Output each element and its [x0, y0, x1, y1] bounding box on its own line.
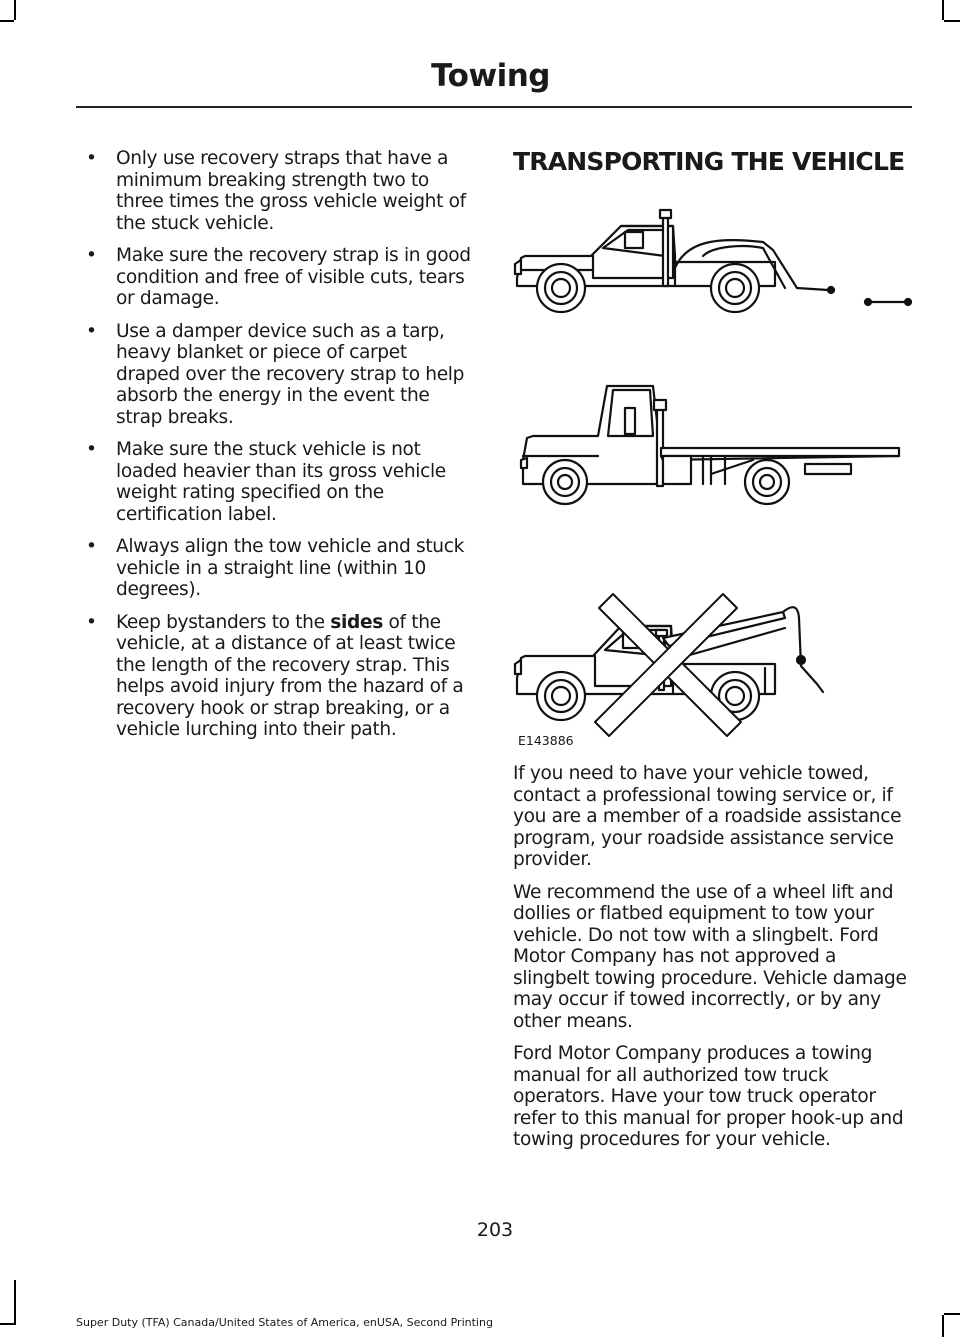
right-column: [513, 148, 913, 176]
paragraph: We recommend the use of a wheel lift and dollies or flatbed equipment to tow your vehicle. Do not tow with a slingbelt. Ford Motor Company has not approved a slingbelt towing procedure. Vehicle damage may occur if towed incorrectly, or by any other means.: [513, 881, 907, 1032]
section-title: TRANSPORTING THE VEHICLE: [513, 147, 905, 176]
list-item: • Make sure the stuck vehicle is not loaded heavier than its gross vehicle weight rating specified on the certification label.: [86, 439, 446, 525]
crop-mark: [0, 20, 14, 22]
transport-instructions: [513, 763, 913, 1162]
paragraph: Ford Motor Company produces a towing manual for all authorized tow truck operators. Have your tow truck operator refer to this manual for proper hook-up and towing procedures for your vehicle.: [513, 1043, 904, 1150]
towing-methods-figure: [513, 198, 913, 753]
bullet-icon: •: [86, 536, 97, 557]
crop-mark: [0, 1323, 14, 1325]
recovery-tips-list: [76, 148, 476, 741]
wheel-lift-truck-icon: [515, 210, 911, 312]
left-column: [76, 148, 476, 752]
list-item: • Use a damper device such as a tarp, heavy blanket or piece of carpet draped over the recovery strap to help absorb the energy in the event the strap breaks.: [86, 320, 465, 428]
bullet-icon: •: [86, 611, 97, 633]
crop-mark: [942, 1315, 944, 1337]
figure-code: E143886: [518, 733, 574, 748]
emphasis-text: sides: [330, 611, 383, 633]
list-item: • Always align the tow vehicle and stuck vehicle in a straight line (within 10 degrees).: [86, 536, 464, 600]
bullet-icon: •: [86, 320, 97, 342]
crop-mark: [944, 20, 960, 22]
flatbed-truck-icon: [521, 386, 899, 504]
bullet-icon: •: [86, 439, 97, 460]
crop-mark: [14, 1280, 16, 1325]
crop-mark: [944, 1313, 960, 1315]
header-divider: [76, 106, 912, 108]
footer-text: Super Duty (TFA) Canada/United States of America, enUSA, Second Printing: [76, 1316, 493, 1329]
paragraph: If you need to have your vehicle towed, contact a professional towing service or, if you are a member of a roadside assistance program, your roadside assistance service provider.: [513, 763, 902, 870]
bullet-icon: •: [86, 245, 97, 266]
bullet-icon: •: [86, 148, 97, 169]
page-number: 203: [476, 1219, 514, 1241]
page-title: Towing: [431, 58, 550, 94]
crop-mark: [14, 0, 16, 20]
list-item: • Make sure the recovery strap is in good condition and free of visible cuts, tears or damage.: [86, 245, 471, 309]
list-item: • Only use recovery straps that have a minimum breaking strength two to three times the gross vehicle weight of the stuck vehicle.: [86, 148, 466, 234]
crop-mark: [942, 0, 944, 20]
list-item: • Keep bystanders to the sides of the vehicle, at a distance of at least twice the length of the recovery strap. This helps avoid injury from the hazard of a recovery hook or strap breaking, or a vehicle lurching into their path.: [86, 611, 464, 740]
